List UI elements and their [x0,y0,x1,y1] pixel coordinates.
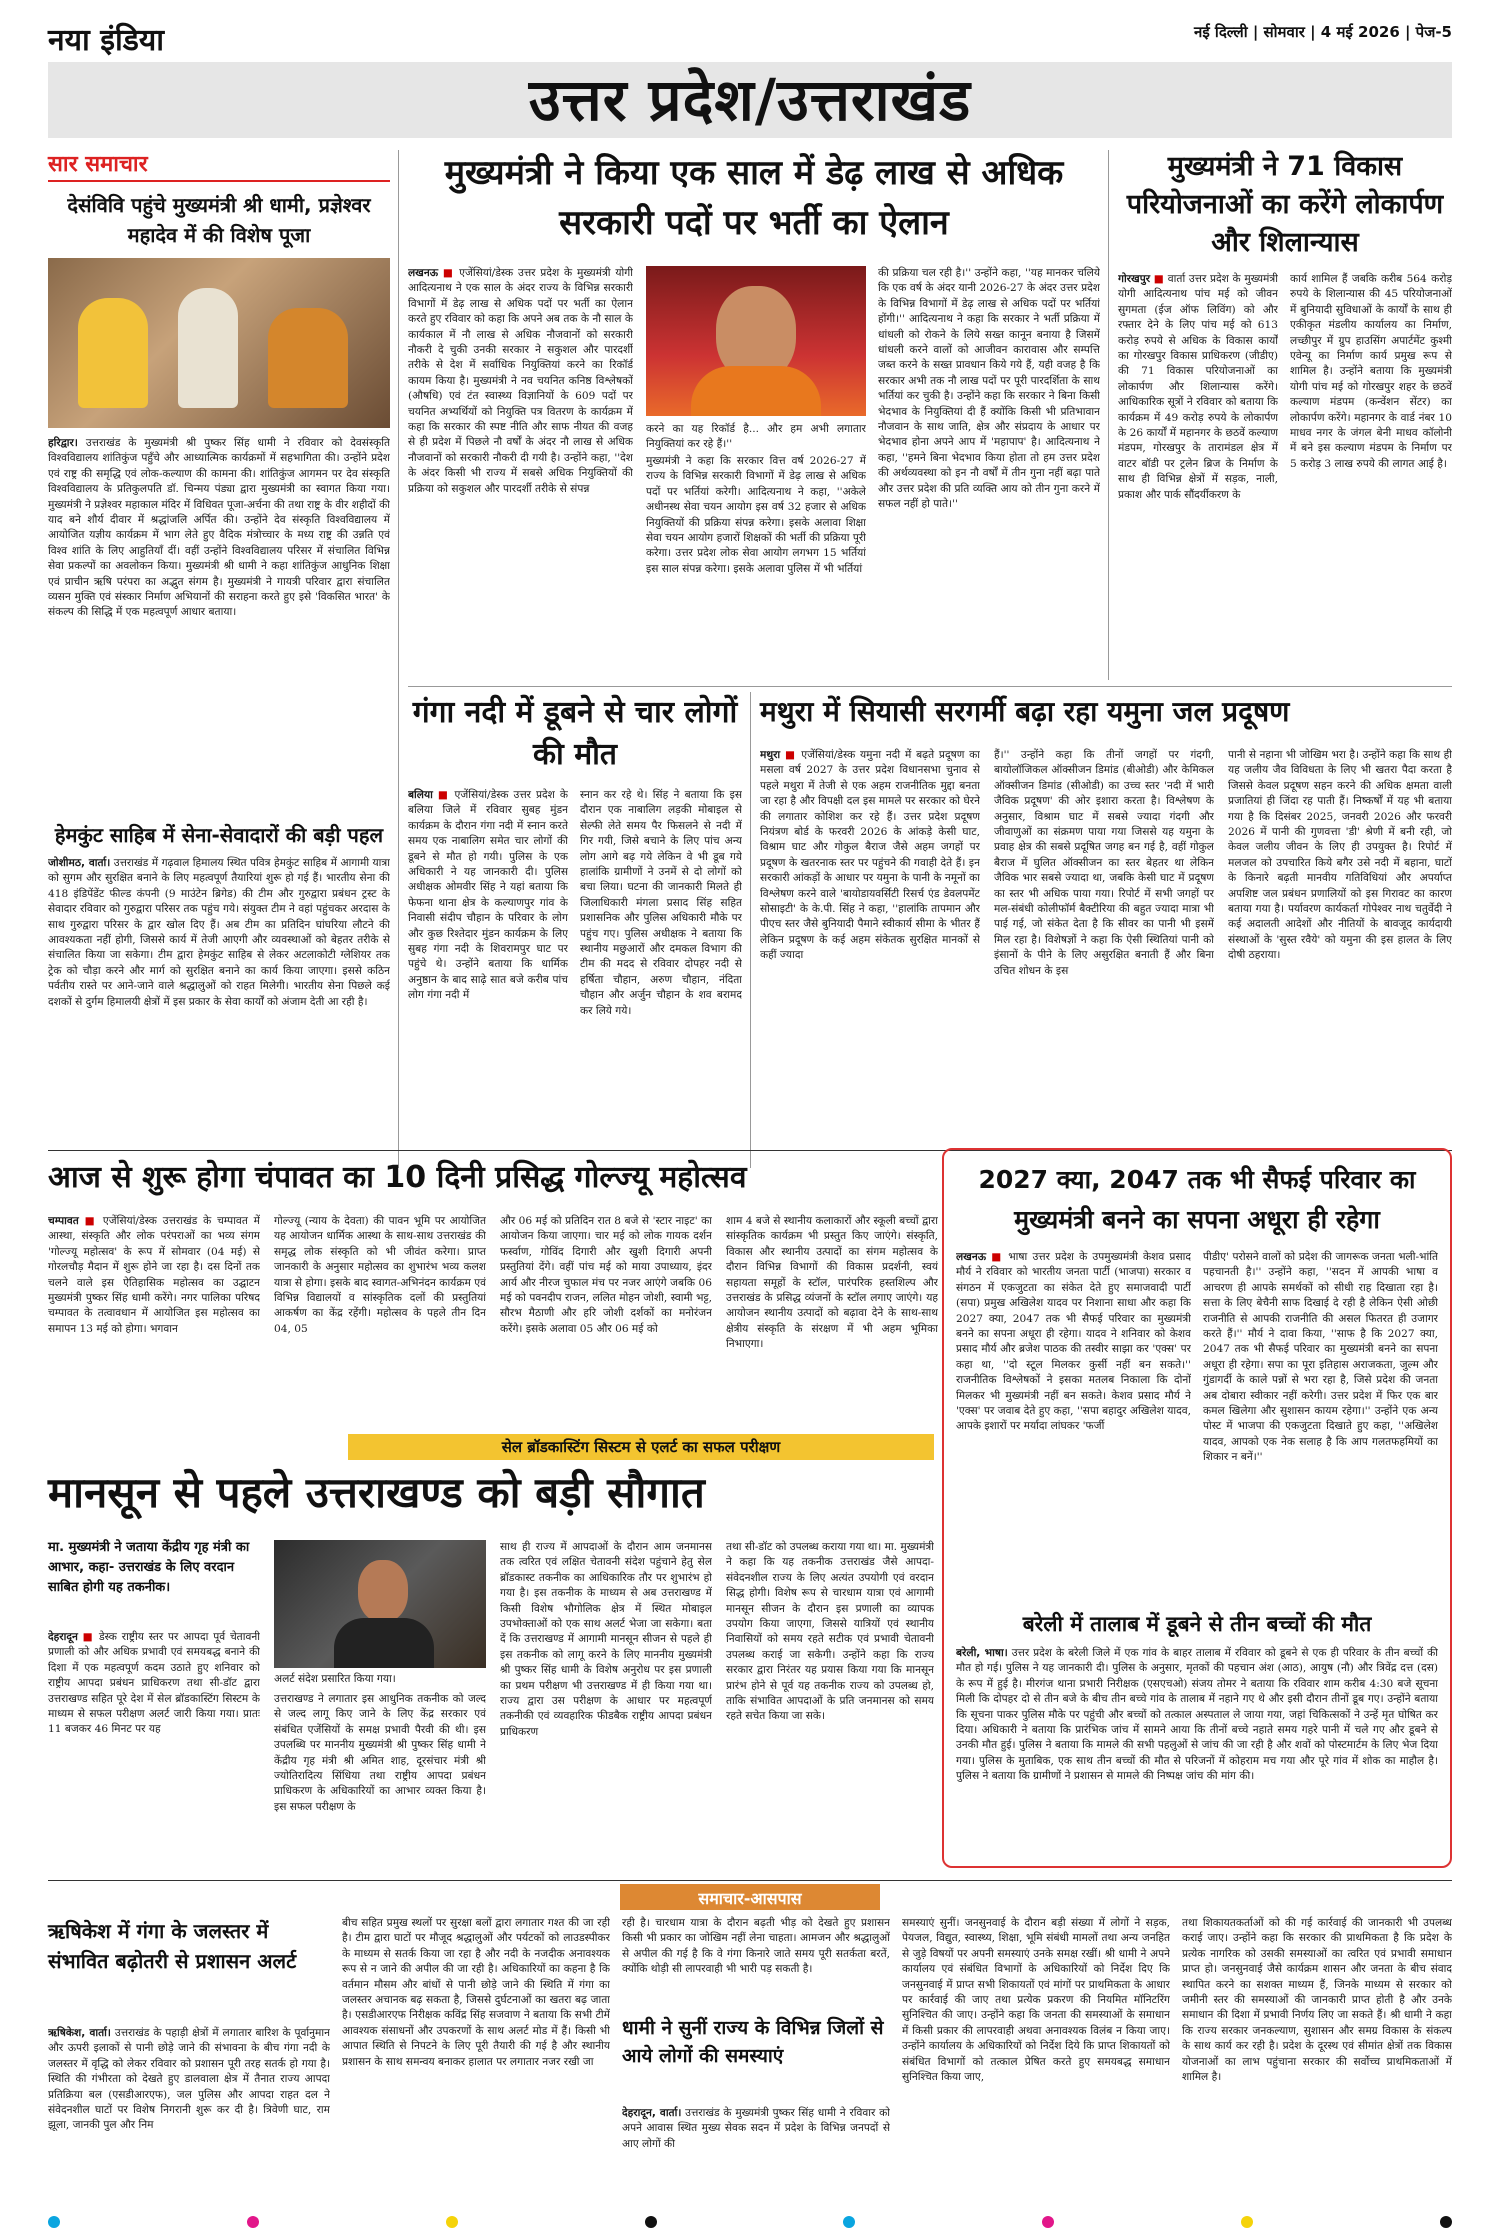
monsoon-col4: तथा सी-डॉट को उपलब्ध कराया गया था। मा. मुख्यमंत्री ने कहा कि यह तकनीक उत्तराखंड जैसे आपदा-संवेदनशील राज्य के लिए अत्यंत उपयोगी एवं वरदान सिद्ध होगी। विशेष रूप से चारधाम यात्रा एवं आगामी मानसून सीजन के दौरान इस प्रणाली का व्यापक उपयोग किया जाएगा, जिससे यात्रियों एवं स्थानीय निवासियों को समय रहते सटीक एवं प्रभावी चेतावनी उपलब्ध कराई जा सकेगी। उन्होंने कहा कि राज्य सरकार द्वारा निरंतर यह प्रयास किया गया कि मानसून प्रारंभ होने से पूर्व यह तकनीक राज्य को उपलब्ध हो, ताकि संभावित आपदाओं के प्रति जनमानस को समय रहते सचेत किया जा सके। [726,1541,934,1723]
saar-label: सार समाचार [48,148,390,182]
dhami-janta-body: देहरादून, वार्ता। उत्तराखंड के मुख्यमंत्री पुष्कर सिंह धामी ने रविवार को अपने आवास स्थित मुख्य सेवक सदन में प्रदेश के विभिन्न जनपदों से आए लोगों की [622,2107,890,2150]
rishikesh-body: ऋषिकेश, वार्ता। उत्तराखंड के पहाड़ी क्षेत्रों में लगातार बारिश के पूर्वानुमान और ऊपरी इलाकों से पानी छोड़े जाने की संभावना के बीच गंगा नदी के जलस्तर में वृद्धि को लेकर रविवार को प्रशासन पूरी तरह सतर्क हो गया है। स्थिति की गंभीरता को देखते हुए डालवाला क्षेत्र में तैनात राज्य आपदा प्रतिक्रिया बल (एसडीआरएफ), जल पुलिस और आपदा राहत दल ने संवेदनशील घाटों पर विशेष निगरानी शुरू कर दी है। त्रिवेणी घाट, राम झूला, जानकी पुल और निम [48,2027,330,2132]
section-divider [408,686,1452,687]
column-divider [1108,150,1109,680]
lead-col3: की प्रक्रिया चल रही है।'' उन्होंने कहा, ''यह मानकर चलिये कि एक वर्ष के अंदर यानी 2026-27 के अंदर उत्तर प्रदेश के विभिन्न विभागों में डेढ़ लाख से अधिक पदों पर भर्तियां होंगी।'' आदित्यनाथ ने कहा कि सरकार ने भर्ती प्रक्रिया में धांधली को रोकने के लिये सख्त कानून बनाया है जिसमें धांधली करने वालों को आजीवन कारावास और सम्पत्ति जब्त करने के सख्त प्रावधान किये गये हैं, यही वजह है कि सरकार अभी तक नौ लाख पदों पर पूरी पारदर्शिता के साथ भर्तियां कर चुकी है। उन्होंने कहा कि सरकार ने बिना किसी भेदभाव के नियुक्तियां दी हैं क्योंकि किसी भी प्रतिभावान नौजवान के साथ जाति, क्षेत्र और संप्रदाय के आधार पर भेदभाव होना अपने आप में 'महापाप' है। आदित्यनाथ ने कहा, ''हमने बिना भेदभाव किया होता तो हम उत्तर प्रदेश की अर्थव्यवस्था को इन नौ वर्षों में तीन गुना नहीं बढ़ा पाते और उत्तर प्रदेश की प्रति व्यक्ति आय को तीन गुना करने में सफल नहीं हो पाते।'' [878,267,1100,511]
bareilly-body: बरेली, भाषा। उत्तर प्रदेश के बरेली जिले में एक गांव के बाहर तालाब में रविवार को डूबने से एक ही परिवार के तीन बच्चों की मौत हो गई। पुलिस ने यह जानकारी दी। पुलिस के अनुसार, मृतकों की पहचान अंश (आठ), आयुष (नौ) और त्रिवेंद्र दत्त (दस) के रूप में हुई है। मीरगंज थाना प्रभारी निरीक्षक (एसएचओ) संजय तोमर ने बताया कि रविवार शाम करीब 4:30 बजे सूचना मिली कि दोपहर दो से तीन बजे के बीच तीन बच्चे गांव के तालाब में नहाने गए थे और इसी दौरान तीनों डूब गए। उन्होंने बताया कि सूचना पाकर पुलिस मौके पर पहुंची और बच्चों को तत्काल अस्पताल ले जाया गया, जहां चिकित्सकों ने उन्हें मृत घोषित कर दिया। अधिकारी ने बताया कि प्रारंभिक जांच में सामने आया कि तीनों बच्चे नहाते समय गहरे पानी में चले गए और डूबने से उनकी मौत हुई। पुलिस ने बताया कि मामले की सभी पहलुओं से जांच की जा रही है और शवों को पोस्टमार्टम के लिए भेज दिया गया। पुलिस के मुताबिक, एक साथ तीन बच्चों की मौत से परिजनों में कोहराम मच गया और पूरे गांव में शोक का माहौल है। पुलिस ने बताया कि ग्रामीणों ने प्रशासन से मामले की निष्पक्ष जांच की मांग की। [956,1647,1438,1783]
dhami-temple-photo [48,258,390,428]
saifai-col2: पीडीए' परोसने वालों को प्रदेश की जागरूक जनता भली-भांति पहचानती है।'' उन्होंने कहा, ''सदन में आपकी भाषा व आचरण ही आपके समर्थकों को सीधी राह दिखाता रहा है। सत्ता के लिए बेचैनी साफ दिखाई दे रही है लेकिन ऐसी ओछी राजनीति से आपकी राजनीति की असल फितरत ही उजागर करते हैं।'' मौर्य ने दावा किया, ''साफ है कि 2027 क्या, 2047 तक भी सैफई परिवार का मुख्यमंत्री बनने का सपना अधूरा ही रहेगा। सपा का पूरा इतिहास अराजकता, जुल्म और गुंडागर्दी के काले पन्नों से भरा रहा है, जिसे प्रदेश की जनता अब दोबारा स्वीकार नहीं करेगी। उत्तर प्रदेश में फिर एक बार कमल खिलेगा और सुशासन कायम रहेगा।'' उन्होंने एक अन्य पोस्ट में भाजपा की एकजुटता दिखाते हुए कहा, ''अखिलेश यादव, आपको एक नेक सलाह है कि आप गलतफहमियों का शिकार न बनें।'' [1203,1251,1438,1464]
section-divider [48,1880,1452,1881]
vikas-headline: मुख्यमंत्री ने 71 विकास परियोजनाओं का करेंगे लोकार्पण और शिलान्यास [1126,151,1444,258]
aaspaas-col5: तथा शिकायतकर्ताओं को की गई कार्रवाई की जानकारी भी उपलब्ध कराई जाए। उन्होंने कहा कि सरकार की प्राथमिकता है कि प्रदेश के प्रत्येक नागरिक को उसकी समस्याओं का त्वरित एवं प्रभावी समाधान प्राप्त हो। जनसुनवाई जैसे कार्यक्रम शासन और जनता के बीच संवाद स्थापित करने का सशक्त माध्यम हैं, जिनके माध्यम से सरकार को जमीनी स्तर की समस्याओं की जानकारी प्राप्त होती है और उनके समाधान की दिशा में प्रभावी निर्णय लिए जा सकते हैं। श्री धामी ने कहा कि राज्य सरकार जनकल्याण, सुशासन और समग्र विकास के संकल्प के साथ कार्य कर रही है। प्रदेश के दूरस्थ एवं सीमांत क्षेत्रों तक विकास योजनाओं का लाभ पहुंचाना सरकार की सर्वोच्च प्राथमिकताओं में शामिल है। [1182,1917,1452,2084]
aaspaas-col4: समस्याएं सुनीं। जनसुनवाई के दौरान बड़ी संख्या में लोगों ने सड़क, पेयजल, विद्युत, स्वास्थ्य, शिक्षा, भूमि संबंधी मामलों तथा अन्य जनहित से जुड़े विषयों पर अपनी समस्याएं उनके समक्ष रखीं। श्री धामी ने अपने कार्यालय एवं संबंधित विभागों के अधिकारियों को निर्देश दिए कि जनसुनवाई में प्राप्त सभी शिकायतों एवं मांगों पर प्राथमिकता के आधार पर कार्रवाई की जाए तथा प्रत्येक प्रकरण की नियमित मॉनिटरिंग सुनिश्चित की जाए। उन्होंने कहा कि जनता की समस्याओं के समाधान में किसी प्रकार की लापरवाही अथवा अनावश्यक विलंब न किया जाए। उन्होंने कार्यालय के अधिकारियों को निर्देश दिये कि प्राप्त शिकायतों को संबंधित विभागों को तत्काल प्रेषित करते हुए समयबद्ध समाधान सुनिश्चित किया जाए, [902,1917,1170,2084]
monsoon-pull-quote: मा. मुख्यमंत्री ने जताया केंद्रीय गृह मंत्री का आभार, कहा- उत्तराखंड के लिए वरदान साबित होगी यह तकनीक। [48,1540,250,1595]
mathura-col1: मथुरा ■ एजेंसियां/डेस्क यमुना नदी में बढ़ते प्रदूषण का मसला वर्ष 2027 के उत्तर प्रदेश विधानसभा चुनाव से पहले मथुरा में तेजी से एक अहम राजनीतिक मुद्दा बनता जा रहा है और विपक्षी दल इस मामले पर सरकार को घेरने की लगातार कोशिश कर रहे हैं। उत्तर प्रदेश प्रदूषण नियंत्रण बोर्ड के फरवरी 2026 के आंकड़े केसी घाट, विश्राम घाट और गोकुल बैराज जैसे अहम जगहों पर प्रदूषण के खतरनाक स्तर पर पहुंचने की गवाही देते हैं। इन सरकारी आंकड़ों के आधार पर यमुना के पानी के नमूनों का विश्लेषण करने वाले 'बायोडायवर्सिटी रिसर्च एंड डेवलपमेंट सोसाइटी' के के.पी. सिंह ने कहा, ''हालांकि तापमान और पीएच स्तर जैसे बुनियादी पैमाने स्वीकार्य सीमा के भीतर हैं लेकिन प्रदूषण के कई अहम संकेतक सुरक्षित मानकों से कहीं ज्यादा [760,749,980,962]
vikas-col2: कार्य शामिल हैं जबकि करीब 564 करोड़ रुपये के शिलान्यास की 45 परियोजनाओं में बुनियादी सुविधाओं के कार्यों के साथ ही एकीकृत मंडलीय कार्यालय का निर्माण, लच्छीपुर में ग्रुप हाउसिंग अपार्टमेंट कुश्मी एवेन्यू का निर्माण कार्य प्रमुख रूप से शामिल है। उन्होंने बताया कि मुख्यमंत्री योगी पांच मई को गोरखपुर शहर के छठवें कल्याण मंडपम (कन्वेंशन सेंटर) का लोकार्पण करेंगे। महानगर के वार्ड नंबर 10 माधव नगर के जंगल बेनी माधव कॉलोनी में बने इस कल्याण मंडपम के निर्माण पर 5 करोड़ 3 लाख रुपये की लागत आई है। [1290,273,1452,470]
aaspaas-col2: बीच सहित प्रमुख स्थलों पर सुरक्षा बलों द्वारा लगातार गश्त की जा रही है। टीम द्वारा घाटों पर मौजूद श्रद्धालुओं और पर्यटकों को लाउडस्पीकर के माध्यम से सतर्क किया जा रहा है और नदी के नजदीक अनावश्यक रूप से न जाने की अपील की जा रही है। अधिकारियों का कहना है कि वर्तमान मौसम और बांधों से पानी छोड़े जाने की स्थिति में गंगा का जलस्तर अचानक बढ़ सकता है, जिससे दुर्घटनाओं का खतरा बढ़ जाता है। एसडीआरएफ निरीक्षक कविंद्र सिंह सजवाण ने बताया कि सभी टीमें आवश्यक संसाधनों और उपकरणों के साथ अलर्ट मोड में हैं। किसी भी आपात स्थिति से निपटने के लिए पूरी तैयारी की गई है और स्थानीय प्रशासन के साथ समन्वय बनाकर हालात पर लगातार नजर रखी जा [342,1917,610,2068]
monsoon-col2: उत्तराखण्ड ने लगातार इस आधुनिक तकनीक को जल्द से जल्द लागू किए जाने के लिए केंद्र सरकार एवं संबंधित एजेंसियों के समक्ष प्रभावी पैरवी की थी। इस उपलब्धि पर माननीय मुख्यमंत्री श्री पुष्कर सिंह धामी ने केंद्रीय गृह मंत्री श्री अमित शाह, दूरसंचार मंत्री श्री ज्योतिरादित्य सिंधिया तथा राष्ट्रीय आपदा प्रबंधन प्राधिकरण के अधिकारियों का आभार व्यक्त किया है। इस सफल परीक्षण के [274,1693,486,1813]
section-title: उत्तर प्रदेश/उत्तराखंड [528,66,972,134]
masthead [48,18,1452,138]
golju-col4: शाम 4 बजे से स्थानीय कलाकारों और स्कूली बच्चों द्वारा सांस्कृतिक कार्यक्रम भी प्रस्तुत किए जाएंगे। संस्कृति, विकास और स्थानीय उत्पादों का संगम महोत्सव के दौरान विभिन्न विभागों की विकास प्रदर्शनी, स्वयं सहायता समूहों के स्टॉल, पारंपरिक हस्तशिल्प और उत्तराखंड के प्रसिद्ध व्यंजनों के स्टॉल लगाए जाएंगे। यह आयोजन स्थानीय उत्पादों को बढ़ावा देने के साथ-साथ क्षेत्रीय संस्कृति के संरक्षण में भी अहम भूमिका निभाएगा। [726,1215,938,1351]
vikas-col1: गोरखपुर ■ वार्ता उत्तर प्रदेश के मुख्यमंत्री योगी आदित्यनाथ पांच मई को जीवन सुगमता (ईज ऑफ लिविंग) को और रफ्तार देने के लिए पांच मई को 613 करोड़ रुपये से अधिक के विकास कार्यों का गोरखपुर विकास प्राधिकरण (जीडीए) की 71 विकास परियोजनाओं का लोकार्पण और शिलान्यास करेंगे। आधिकारिक सूत्रों ने रविवार को बताया कि कार्यक्रम में 49 करोड़ रुपये के लोकार्पण के 26 कार्यों में महानगर के छठवें कल्याण मंडपम, गोरखपुर के तारामंडल क्षेत्र में वाटर बॉडी पर ट्रलेन ब्रिज के निर्माण के साथ ही विभिन्न क्षेत्रों में सड़क, नाली, प्रकाश और पार्क सौंदर्यीकरण के [1118,273,1278,501]
ganga-col2: स्नान कर रहे थे। सिंह ने बताया कि इस दौरान एक नाबालिग लड़की मोबाइल से सेल्फी लेते समय पैर फिसलने से नदी में गिर गयी, जिसे बचाने के लिए पांच अन्य लोग आगे बढ़ गये लेकिन वे भी डूब गये हालांकि ग्रामीणों ने उनमें से दो लोगों को बचा लिया। घटना की जानकारी मिलते ही जिलाधिकारी मंगला प्रसाद सिंह सहित प्रशासनिक और पुलिस अधिकारी मौके पर पहुंच गए। पुलिस अधीक्षक ने बताया कि स्थानीय मछुआरों और दमकल विभाग की टीम की मदद से रविवार दोपहर नदी से हर्षिता चौहान, अरुण चौहान, नंदिता चौहान और अर्जुन चौहान के शव बरामद कर लिये गये। [580,789,742,1017]
mathura-col2: हैं।'' उन्होंने कहा कि तीनों जगहों पर गंदगी, बायोलॉजिकल ऑक्सीजन डिमांड (बीओडी) और केमिकल ऑक्सीजन डिमांड (सीओडी) का उच्च स्तर 'नदी में भारी जैविक प्रदूषण' की ओर इशारा करता है। विश्लेषण के अनुसार, विश्राम घाट में सबसे ज्यादा गंदगी और जीवाणुओं का संक्रमण पाया गया जिससे यह यमुना के प्रवाह क्षेत्र की सबसे प्रदूषित जगह बन गई है, वहीं गोकुल बैराज में घुलित ऑक्सीजन का स्तर बेहतर था लेकिन जैविक भार सबसे ज्यादा था, जबकि केसी घाट में प्रदूषण का स्तर भी अधिक पाया गया। रिपोर्ट में सभी जगहों पर मल-संबंधी कोलीफॉर्म बैक्टीरिया की बहुत ज्यादा मात्रा भी पाई गई, जो संकेत देता है कि सीवर का पानी भी इसमें मिल रहा है। विशेषज्ञों ने कहा कि ऐसी स्थितियां पानी को इंसानों के पीने के लिए असुरक्षित बनाती हैं और बिना उचित शोधन के इस [994,749,1214,977]
saifai-story-box [942,1148,1452,1868]
vikas-pariyojana-story [1118,148,1452,678]
aaspaas-label: समाचार-आसपास [698,1889,802,1908]
rishikesh-headline: ऋषिकेश में गंगा के जलस्तर में संभावित बढ़ोतरी से प्रशासन अलर्ट [48,1919,297,1973]
saar-story2-body: जोशीमठ, वार्ता। उत्तराखंड में गढ़वाल हिमालय स्थित पवित्र हेमकुंट साहिब में आगामी यात्रा को सुगम और सुरक्षित बनाने के लिए महत्वपूर्ण तैयारियां शुरू हो गई हैं। भारतीय सेना की 418 इंडिपेंडेंट फील्ड कंपनी (9 माउंटेन ब्रिगेड) की टीम और गुरुद्वारा प्रबंधन ट्रस्ट के सेवादार रविवार को गुरुद्वारा परिसर तक पहुंच गये। संयुक्त टीम ने वहां पहुंचकर अरदास के साथ गुरुद्वारा परिसर के द्वार खोल दिए हैं। अब टीम का प्रतिदिन घांघरिया लौटने की आवश्यकता नहीं होगी, जिससे कार्य में तेजी आएगी और व्यवस्थाओं को बेहतर तरीके से संचालित किया जा सकेगा। टीम द्वारा हेमकुंट साहिब से लेकर अटलाकोटी ग्लेशियर तक ट्रेक को चौड़ा करने और मार्ग को सुरक्षित बनाने का कार्य किया जाएगा। इससे कठिन पर्वतीय रास्ते पर आने-जाने वाले श्रद्धालुओं को राहत मिलेगी। भारतीय सेना पिछले कई दशकों से दुर्गम हिमालयी क्षेत्रों में इस प्रकार के सेवा कार्यों को अंजाम देती आ रही है। [48,857,390,1008]
lead-col1: लखनऊ ■ एजेंसियां/डेस्क उत्तर प्रदेश के मुख्यमंत्री योगी आदित्यनाथ ने एक साल के अंदर राज्य के विभिन्न सरकारी विभागों में डेढ़ लाख से अधिक पदों पर भर्ती का ऐलान करते हुए रविवार को कहा कि अपने अब तक के नौ साल के कार्यकाल में नौ लाख से अधिक नौजवानों को सरकारी नौकरी दे चुकी उनकी सरकार ने सकुशल और पारदर्शी तरीके से देश में सर्वाधिक नियुक्तियां करने का रिकॉर्ड कायम किया है। मुख्यमंत्री ने नव चयनित कनिष्ठ विश्लेषकों (औषधि) एवं टंत स्वास्थ्य विज्ञानियों के 609 पदों पर चयनित अभ्यर्थियों को नियुक्ति पत्र वितरण के कार्यक्रम में कहा कि सरकार की स्पष्ट नीति और साफ नीयत की वजह से ही प्रदेश में पिछले नौ वर्षों के अंदर नौ लाख से अधिक नौजवानों को सरकारी नौकरी दी गयी है। उन्होंने कहा, ''देश के अंदर किसी भी राज्य में सबसे अधिक नियुक्तियों की प्रक्रिया को सकुशल और पारदर्शी तरीके से संपन्न [408,267,633,495]
saifai-col1: लखनऊ ■ भाषा उत्तर प्रदेश के उपमुख्यमंत्री केशव प्रसाद मौर्य ने रविवार को भारतीय जनता पार्टी (भाजपा) सरकार व संगठन में एकजुटता का संकेत देते हुए समाजवादी पार्टी (सपा) प्रमुख अखिलेश यादव पर निशाना साधा और कहा कि 2027 क्या, 2047 तक भी सैफई परिवार का मुख्यमंत्री बनने का सपना अधूरा ही रहेगा। यादव ने शनिवार को केशव प्रसाद मौर्य और ब्रजेश पाठक की तस्वीर साझा कर 'एक्स' पर कहा था, ''दो स्टूल मिलकर कुर्सी नहीं बन सकते।'' राजनीतिक विश्लेषकों ने इसका मतलब निकाला कि दोनों मिलकर भी मुख्यमंत्री नहीं बन सकते। केशव प्रसाद मौर्य ने 'एक्स' पर जवाब देते हुए कहा, ''सपा बहादुर अखिलेश यादव, आपके इशारों पर मर्यादा लांघकर 'फर्जी [956,1251,1191,1433]
monsoon-headline: मानसून से पहले उत्तराखण्ड को बड़ी सौगात [48,1468,705,1517]
monsoon-story [48,1434,934,1868]
golju-col2: गोल्ज्यू (न्याय के देवता) की पावन भूमि पर आयोजित यह आयोजन धार्मिक आस्था के साथ-साथ उत्तराखंड की समृद्ध लोक संस्कृति को भी जीवंत करेगा। प्राप्त जानकारी के अनुसार महोत्सव का शुभारंभ भव्य कलश यात्रा से होगा। इसके बाद स्वागत-अभिनंदन कार्यक्रम एवं विभिन्न विद्यालयों व सांस्कृतिक दलों की प्रस्तुतियां आकर्षण का केंद्र रहेंगी। महोत्सव के पहले तीन दिन 04, 05 [274,1215,486,1335]
mathura-headline: मथुरा में सियासी सरगर्मी बढ़ा रहा यमुना जल प्रदूषण [760,695,1290,728]
lead-headline: मुख्यमंत्री ने किया एक साल में डेढ़ लाख से अधिक सरकारी पदों पर भर्ती का ऐलान [444,153,1064,243]
official-photo [274,1540,486,1668]
saar-story1-body: हरिद्वार। उत्तराखंड के मुख्यमंत्री श्री पुष्कर सिंह धामी ने रविवार को देवसंस्कृति विश्वविद्यालय शांतिकुंज पहुँचे और आध्यात्मिक कार्यक्रमों में सहभागिता की। उन्होंने प्रदेश एवं राष्ट्र की समृद्धि एवं लोक-कल्याण की कामना की। शांतिकुंज आगमन पर देव संस्कृति विश्वविद्यालय के प्रतिकुलपति डॉ. चिन्मय पंड्या द्वारा मुख्यमंत्री का स्वागत किया गया। मुख्यमंत्री ने प्रज्ञेश्वर महाकाल मंदिर में विधिवत पूजा-अर्चना की तथा राष्ट्र के वीर शहीदों की याद बने शौर्य दीवार में श्रद्धांजलि अर्पित की। उन्होंने देव संस्कृति विश्वविद्यालय में आयोजित यज्ञीय कार्यक्रम में भाग लेते हुए वैदिक मंत्रोच्चार के मध्य राष्ट्र की उन्नति एवं विश्व शांति के लिए आहुतियाँ दीं। वहीं उन्होंने विश्वविद्यालय परिसर में संचालित विभिन्न सेवा प्रकल्पों का अवलोकन किया। मुख्यमंत्री श्री धामी ने कहा शांतिकुंज आधुनिक शिक्षा एवं प्राचीन ऋषि परंपरा का अद्भुत संगम है। मुख्यमंत्री ने गायत्री परिवार द्वारा संचालित व्यसन मुक्ति एवं संस्कार निर्माण अभियानों की सराहना करते हुए इसे 'विकसित भारत' के संकल्प की सिद्धि में एक महत्वपूर्ण आधार बताया। [48,437,390,619]
saar-story2-headline: हेमकुंट साहिब में सेना-सेवादारों की बड़ी पहल [54,823,384,847]
ganga-headline: गंगा नदी में डूबने से चार लोगों की मौत [412,695,738,772]
dhami-janta-headline: धामी ने सुनीं राज्य के विभिन्न जिलों से आये लोगों की समस्याएं [622,2017,884,2067]
mathura-col3: पानी से नहाना भी जोखिम भरा है। उन्होंने कहा कि साथ ही यह जलीय जैव विविधता के लिए भी खतरा पैदा करता है जिससे केवल प्रदूषण सहन करने की अधिक क्षमता वाली प्रजातियां ही जिंदा रह पाती हैं। निष्कर्षों में यह भी बताया गया है कि दिसंबर 2025, जनवरी 2026 और फरवरी 2026 में पानी की गुणवत्ता 'डी' श्रेणी में बनी रही, जो केवल जलीय जीवन के लिए ही उपयुक्त है। रिपोर्ट में मलजल को उपचारित किये बगैर उसे नदी में बहाना, घाटों के किनारे बढ़ती मानवीय गतिविधियां और अपर्याप्त अपशिष्ट जल प्रबंधन प्रणालियों को इस गिरावट का कारण बताया गया है। पर्यावरण कार्यकर्ता गोपेश्वर नाथ चतुर्वेदी ने कई अदालती आदेशों और नीतियों के बावजूद कार्यदायी संस्थाओं के 'सुस्त रवैये' को यमुना की इस हालत के लिए दोषी ठहराया। [1228,749,1452,962]
monsoon-kicker: सेल ब्रॉडकास्टिंग सिस्टम से एलर्ट का सफल परीक्षण [501,1438,781,1456]
yogi-photo [646,266,866,416]
monsoon-photo-caption: अलर्ट संदेश प्रसारित किया गया। [274,1673,396,1685]
golju-col3: और 06 मई को प्रतिदिन रात 8 बजे से 'स्टार नाइट' का आयोजन किया जाएगा। चार मई को लोक गायक दर्शन फर्स्वाण, गोविंद दिगारी और खुशी दिगारी अपनी प्रस्तुतियां देंगे। वहीं पांच मई को माया उपाध्याय, इंदर आर्य और नीरज चुफाल मंच पर नजर आएंगे जबकि 06 मई को पवनदीप राजन, ललित मोहन जोशी, स्वामी भट्ट, सौरभ मैठाणी और हरि जोशी दर्शकों का मनोरंजन करेंगे। इसके अलावा 05 और 06 मई को [500,1215,712,1335]
ganga-col1: बलिया ■ एजेंसियां/डेस्क उत्तर प्रदेश के बलिया जिले में रविवार सुबह मुंडन कार्यक्रम के दौरान गंगा नदी में स्नान करते समय एक नाबालिग समेत चार लोगों की डूबने से मौत हो गयी। पुलिस के एक अधिकारी ने यह जानकारी दी। पुलिस अधीक्षक ओमवीर सिंह ने यहां बताया कि फेफना थाना क्षेत्र के कल्याणपुर गांव के निवासी संदीप चौहान के परिवार के लोग और कुछ रिश्तेदार मुंडन कार्यक्रम के लिए सुबह गंगा नदी के शिवरामपुर घाट पर पहुंचे थे। उन्होंने बताया कि धार्मिक अनुष्ठान के बाद साढ़े सात बजे करीब पांच लोग गंगा नदी में [408,789,568,1002]
saar-story1-headline: देसंविवि पहुंचे मुख्यमंत्री श्री धामी, प्रज्ञेश्वर महादेव में की विशेष पूजा [67,193,371,247]
monsoon-col3: साथ ही राज्य में आपदाओं के दौरान आम जनमानस तक त्वरित एवं लक्षित चेतावनी संदेश पहुंचाने हेतु सेल ब्रॉडकास्ट तकनीक का आधिकारिक तौर पर शुभारंभ हो गया है। इस तकनीक के माध्यम से अब उत्तराखण्ड में किसी विशेष भौगोलिक क्षेत्र में स्थित मोबाइल उपभोक्ताओं को एक साथ अलर्ट भेजा जा सकेगा। बता दें कि उत्तराखण्ड में आगामी मानसून सीजन से पहले ही इस तकनीक को लागू करने के लिए माननीय मुख्यमंत्री श्री पुष्कर सिंह धामी के विशेष अनुरोध पर इस प्रणाली का प्रथम परीक्षण भी उत्तराखण्ड में ही किया गया था। राज्य द्वारा उस परीक्षण के आधार पर महत्वपूर्ण तकनीकी एवं व्यवहारिक फीडबैक राष्ट्रीय आपदा प्रबंधन प्राधिकरण [500,1541,712,1738]
bareilly-headline: बरेली में तालाब में डूबने से तीन बच्चों की मौत [1022,1612,1372,1636]
edition-line: नई दिल्ली | सोमवार | 4 मई 2026 | पेज-5 [1194,23,1452,41]
golju-story [48,1156,938,1426]
aaspaas-section [48,1916,1452,2208]
lead-story [408,148,1100,678]
mathura-story [760,692,1452,1168]
aaspaas-col3-top: रही है। चारधाम यात्रा के दौरान बढ़ती भीड़ को देखते हुए प्रशासन किसी भी प्रकार का जोखिम नहीं लेना चाहता। आमजन और श्रद्धालुओं से अपील की गई है कि वे गंगा किनारे जाते समय पूरी सतर्कता बरतें, क्योंकि थोड़ी सी लापरवाही भी भारी पड़ सकती है। [622,1917,890,1976]
saar-samachar-column [48,148,390,1168]
column-divider [750,692,751,1168]
monsoon-col1: देहरादून ■ डेस्क राष्ट्रीय स्तर पर आपदा पूर्व चेतावनी प्रणाली को और अधिक प्रभावी एवं समयबद्ध बनाने की दिशा में एक महत्वपूर्ण कदम उठाते हुए शनिवार को राष्ट्रीय आपदा प्रबंधन प्राधिकरण तथा सी-डॉट द्वारा उत्तराखण्ड सहित पूरे देश में सेल ब्रॉडकास्टिंग सिस्टम के माध्यम से सफल परीक्षण अलर्ट जारी किया गया। प्रातः 11 बजकर 46 मिनट पर यह [48,1631,260,1736]
agency-tag: ■ [442,267,455,279]
column-divider [398,150,399,1168]
saifai-headline: 2027 क्या, 2047 तक भी सैफई परिवार का मुख्यमंत्री बनने का सपना अधूरा ही रहेगा [978,1165,1416,1234]
paper-name: नया इंडिया [48,23,164,58]
print-registration-strip [48,2214,1452,2230]
lead-col2b: मुख्यमंत्री ने कहा कि सरकार वित्त वर्ष 2026-27 में राज्य के विभिन्न सरकारी विभागों में डेढ़ लाख से अधिक पदों पर भर्तियां करेगी। आदित्यनाथ ने कहा, ''अकेले अधीनस्थ सेवा चयन आयोग इस वर्ष 32 हजार से अधिक नियुक्तियों की प्रक्रिया संपन्न करेगा। इसके अलावा शिक्षा सेवा चयन आयोग हजारों शिक्षकों की भर्ती की प्रक्रिया पूरी करेगा। उत्तर प्रदेश लोक सेवा आयोग लगभग 15 भर्तियां इस साल संपन्न करेगा। इसके अलावा पुलिस में भी भर्तियां [646,455,866,575]
ganga-story [408,692,742,1168]
lead-col2a: करने का यह रिकॉर्ड है... और हम अभी लगातार नियुक्तियां कर रहे हैं।'' [646,423,866,451]
golju-col1: चम्पावत ■ एजेंसियां/डेस्क उत्तराखंड के चम्पावत में आस्था, संस्कृति और लोक परंपराओं का भव्य संगम 'गोल्ज्यू महोत्सव' के रूप में सोमवार (04 मई) से गोरलचौड़ मैदान में शुरू होने जा रहा है। दस दिनों तक चलने वाले इस ऐतिहासिक महोत्सव का उद्घाटन मुख्यमंत्री पुष्कर सिंह धामी करेंगे। नगर पालिका परिषद चम्पावत के तत्वावधान में आयोजित इस महोत्सव का समापन 13 मई को होगा। भगवान [48,1215,260,1335]
golju-headline: आज से शुरू होगा चंपावत का 10 दिनी प्रसिद्ध गोल्ज्यू महोत्सव [48,1160,747,1195]
